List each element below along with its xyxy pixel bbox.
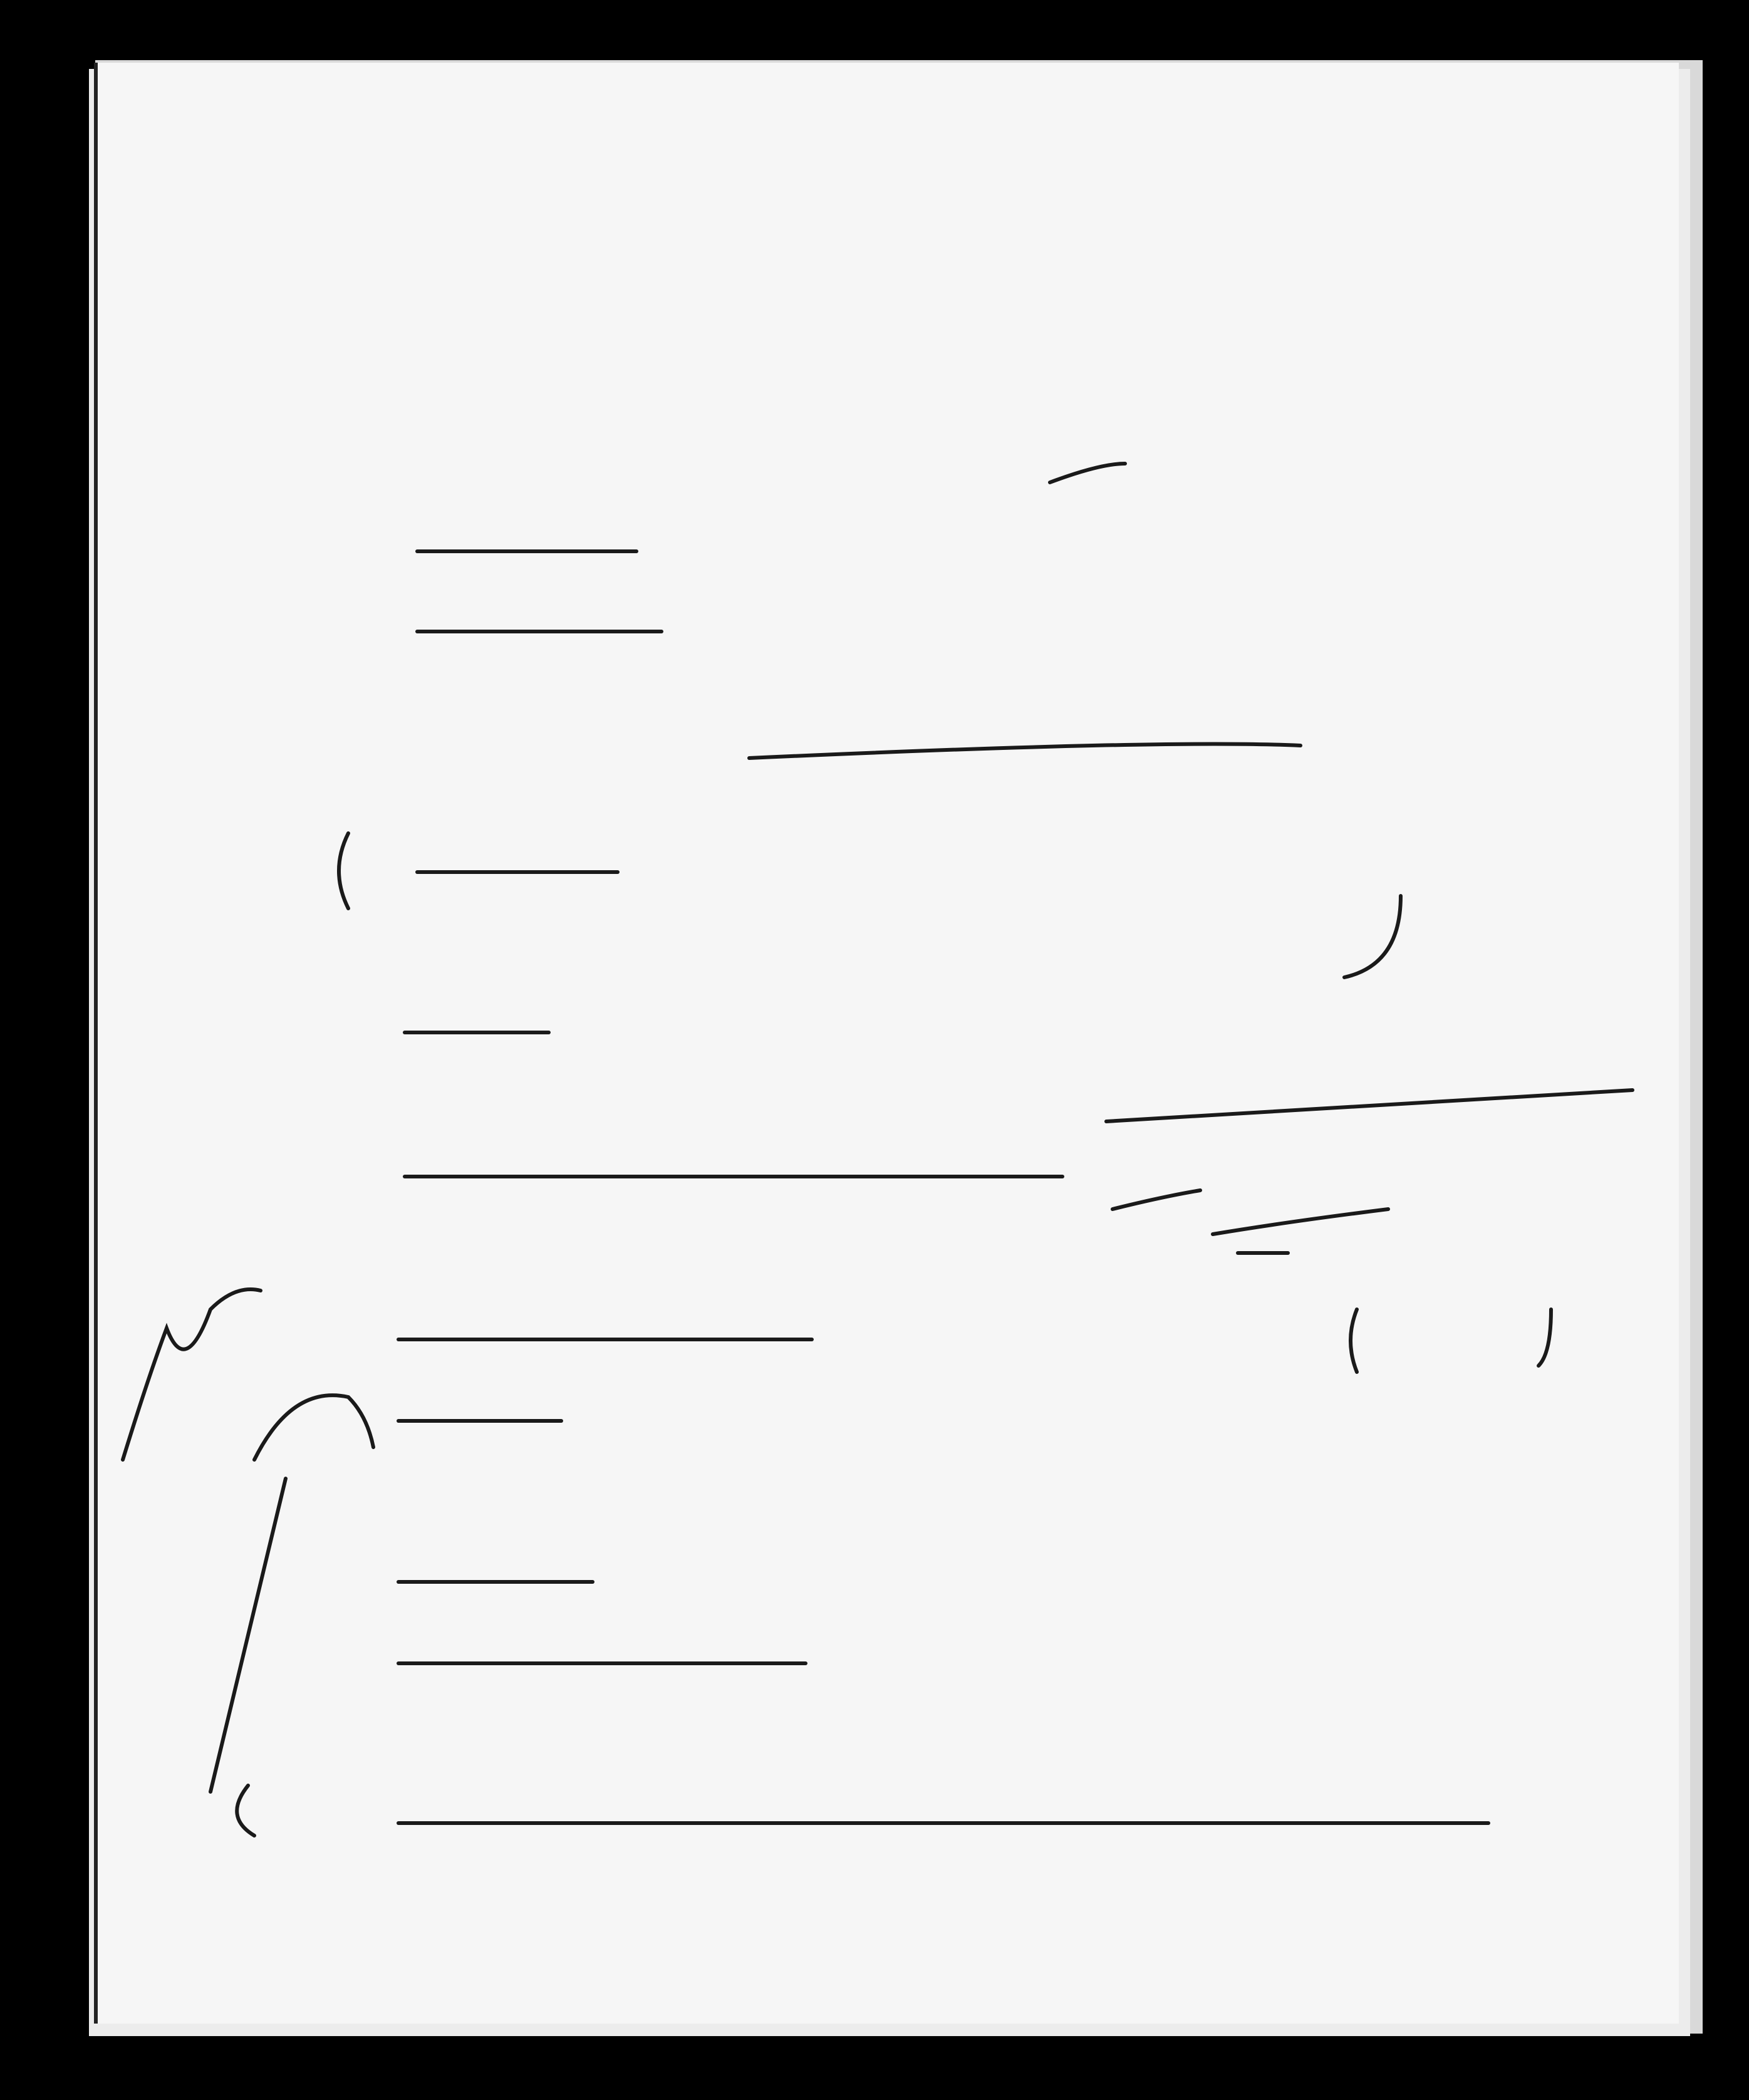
typescript-page [94, 63, 1679, 2024]
handwritten-annotations [98, 63, 1683, 2024]
